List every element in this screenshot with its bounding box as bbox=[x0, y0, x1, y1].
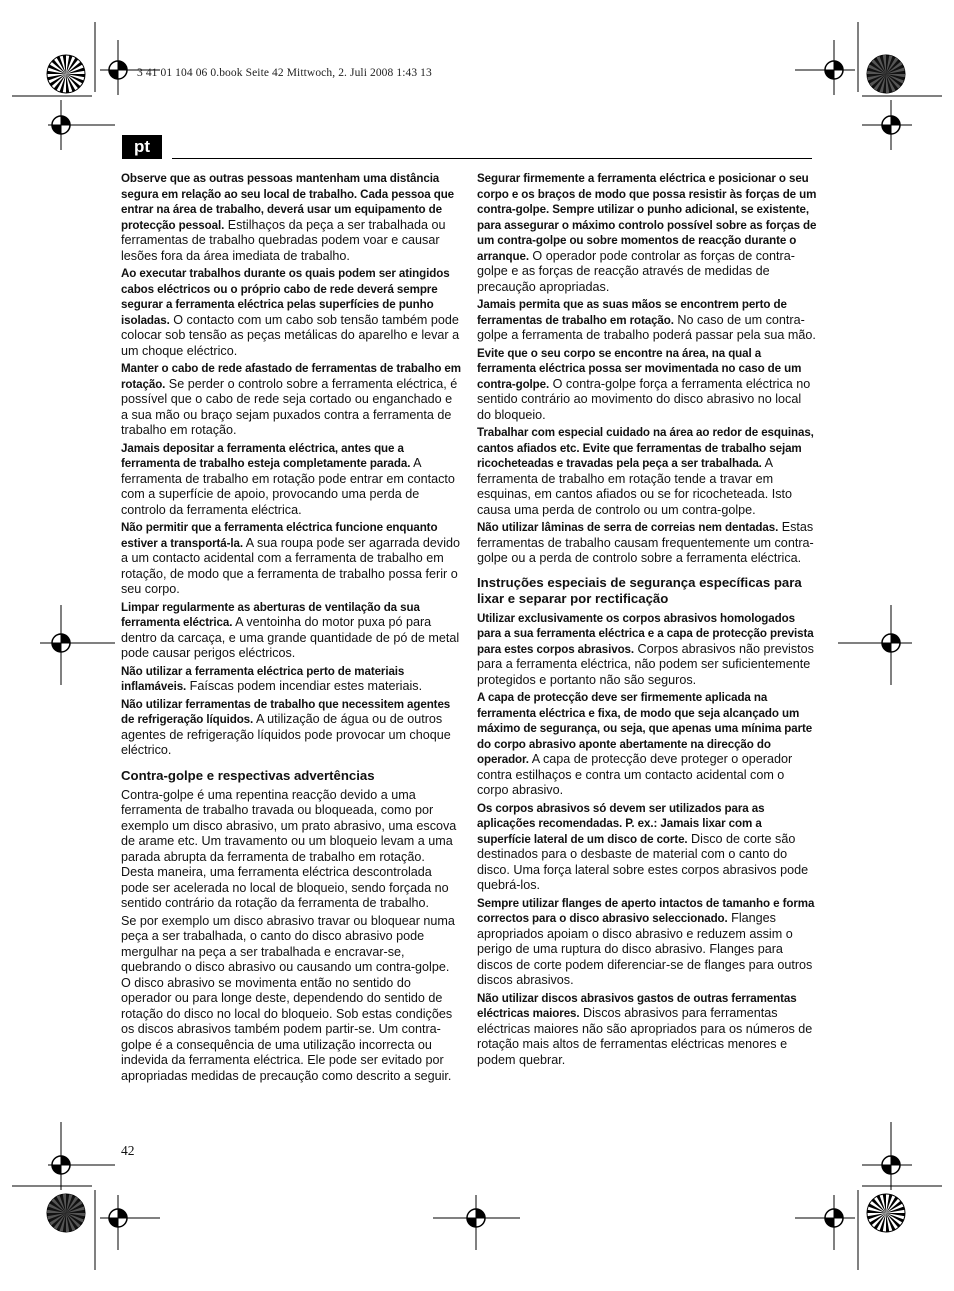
paragraph bbox=[121, 788, 461, 912]
paragraph bbox=[121, 171, 461, 264]
paragraph-text: No caso de um contra-golpe a ferramenta de trabalho poderá passar pela sua mão. bbox=[477, 312, 816, 342]
paragraph-bold-lead: Não utilizar discos abrasivos gastos de outras ferramentas eléctricas maiores. bbox=[477, 991, 797, 1020]
paragraph bbox=[477, 171, 817, 295]
paragraph-text: Estilhaços da peça a ser trabalhada ou ferramentas de trabalho quebradas podem voar e causar lesões fora da área imediata de trabalho. bbox=[121, 217, 446, 263]
grinding-section-title: Instruções especiais de segurança específicas para lixar e separar por rectificação bbox=[477, 574, 802, 606]
kickback-section-body bbox=[121, 788, 461, 1085]
paragraph-bold-lead: Não utilizar a ferramenta eléctrica perto de materiais inflamáveis. bbox=[121, 664, 405, 693]
paragraph bbox=[477, 520, 817, 567]
paragraph bbox=[121, 600, 461, 662]
paragraph-bold-lead: Jamais depositar a ferramenta eléctrica, antes que a ferramenta de trabalho esteja completamente parada. bbox=[121, 441, 411, 470]
paragraph bbox=[477, 297, 817, 344]
paragraph bbox=[477, 425, 817, 518]
left-safety-paragraphs bbox=[121, 171, 461, 759]
paragraph bbox=[477, 346, 817, 424]
paragraph-text: Faíscas podem incendiar estes materiais. bbox=[186, 679, 423, 693]
paragraph-text: Discos abrasivos para ferramentas eléctricas maiores não são apropriados para os números de rotação mais altos de ferramentas eléctricas menores e podem quebrar. bbox=[477, 1006, 813, 1067]
header-rule bbox=[172, 158, 812, 159]
kickback-section-title: Contra-golpe e respectivas advertências bbox=[121, 767, 375, 783]
paragraph-bold-lead: Jamais permita que as suas mãos se encontrem perto de ferramentas de trabalho em rotação. bbox=[477, 298, 787, 327]
paragraph bbox=[121, 441, 461, 519]
paragraph-text: A sua roupa pode ser agarrada devido a um contacto acidental com a ferramenta de trabalho em rotação, de modo que a ferramenta de trabalho possa ferir o seu corpo. bbox=[121, 535, 461, 596]
starburst-target bbox=[867, 1194, 905, 1232]
paragraph bbox=[121, 520, 461, 598]
starburst-target bbox=[47, 55, 85, 93]
paragraph bbox=[121, 361, 461, 439]
paragraph-text: A capa de protecção deve proteger o operador contra estilhaços e contra um contacto acidental com o corpo abrasivo. bbox=[477, 752, 793, 797]
paragraph-bold-lead: Sempre utilizar flanges de aperto intactos de tamanho e forma correctos para o disco abrasivo seleccionado. bbox=[477, 896, 815, 925]
paragraph-text: Se perder o controlo sobre a ferramenta eléctrica, é possível que o cabo de rede seja cortado ou enganchado e a sua mão ou braço sejam puxados contra a ferramenta de trabalho em rotação. bbox=[121, 376, 458, 437]
right-column bbox=[477, 171, 817, 1070]
paragraph bbox=[477, 896, 817, 989]
paragraph bbox=[477, 991, 817, 1069]
paragraph-bold-lead: Os corpos abrasivos só devem ser utilizados para as aplicações recomendadas. P. ex.: Jamais lixar com a superfície lateral de um disco de corte. bbox=[477, 801, 765, 846]
paragraph-bold-lead: Ao executar trabalhos durante os quais podem ser atingidos cabos eléctricos ou o próprio cabo de rede deverá sempre segurar a ferramenta eléctrica pelas superfícies de punho isoladas. bbox=[121, 267, 450, 327]
paragraph-text: Se por exemplo um disco abrasivo travar ou bloquear numa peça a ser trabalhada, o canto do disco abrasivo pode mergulhar na peça a ser trabalhada e encravar-se, quebrando o disco abrasivo ou causando um contra-golpe. O disco abrasivo se movimenta então no sentido do operador ou para longe deste, dependendo do sentido de rotação do disco no local do bloqueio. Sob estas condições os discos abrasivos também podem partir-se. Um contra-golpe é a consequência de uma utilização incorrecta ou indevida da ferramenta eléctrica. Ele pode ser evitado por apropriadas medidas de precaução como descrito a seguir. bbox=[121, 913, 455, 1083]
right-safety-paragraphs bbox=[477, 171, 817, 567]
paragraph-bold-lead: Não utilizar ferramentas de trabalho que necessitem agentes de refrigeração líquidos. bbox=[121, 697, 451, 726]
paragraph-bold-lead: Não permitir que a ferramenta eléctrica funcione enquanto estiver a transportá-la. bbox=[121, 521, 438, 550]
left-column bbox=[121, 171, 461, 1086]
language-tab: pt bbox=[122, 135, 162, 159]
paragraph-text: A ferramenta de trabalho em rotação pode entrar em contacto com a superfície de apoio, provocando uma perda de controlo da ferramenta eléctrica. bbox=[121, 456, 455, 517]
paragraph-text: A ventoinha do motor puxa pó para dentro da carcaça, e uma grande quantidade de pó de metal pode causar perigos eléctricos. bbox=[121, 615, 460, 660]
paragraph-bold-lead: A capa de protecção deve ser firmemente aplicada na ferramenta eléctrica e fixa, de modo que seja alcançado um máximo de segurança, ou seja, que apenas uma mínima parte do corpo abrasivo aponte abertamente na direcção do operador. bbox=[477, 691, 813, 766]
starburst-target bbox=[867, 55, 905, 93]
page-number: 42 bbox=[121, 1143, 135, 1158]
paragraph-bold-lead: Utilizar exclusivamente os corpos abrasivos homologados para a sua ferramenta eléctrica e a capa de protecção prevista para estes corpos abrasivos. bbox=[477, 611, 814, 656]
paragraph bbox=[121, 664, 461, 695]
paragraph bbox=[477, 690, 817, 799]
paragraph-bold-lead: Segurar firmemente a ferramenta eléctrica e posicionar o seu corpo e os braços de modo que possa resistir às forças de um contra-golpe. Sempre utilizar o punho adicional, se existente, para assegurar o máximo controlo possível sobre as forças de um contra-golpe ou sobre momentos de reacção durante o arranque. bbox=[477, 172, 817, 263]
paragraph bbox=[121, 697, 461, 759]
paragraph bbox=[477, 611, 817, 689]
grinding-section-body bbox=[477, 611, 817, 1069]
paragraph-text: Flanges apropriados apoiam o disco abrasivo e reduzem assim o perigo de uma ruptura do disco abrasivo. Flanges para discos de corte podem diferenciar-se de flanges para outros discos abrasivos. bbox=[477, 911, 813, 987]
paragraph-text: Contra-golpe é uma repentina reacção devido a uma ferramenta de trabalho travada ou bloqueada, como por exemplo um disco abrasivo, um prato abrasivo, uma escova de arame etc. Um travamento ou um bloqueio levam a uma parada abrupta da ferramenta de trabalho em rotação. Desta maneira, uma ferramenta eléctrica descontrolada pode ser acelerada no local de bloqueio, sendo forçada no sentido contrário da rotação da ferramenta de trabalho. bbox=[121, 787, 457, 910]
paragraph-bold-lead: Trabalhar com especial cuidado na área ao redor de esquinas, cantos afiados etc. Evite que ferramentas de trabalho sejam ricocheteadas e travadas pela peça a ser trabalhada. bbox=[477, 426, 814, 470]
paragraph-text: Corpos abrasivos não previstos para a ferramenta eléctrica, não podem ser suficientemente protegidos e portanto não são seguros. bbox=[477, 641, 814, 687]
paragraph-text: O operador pode controlar as forças de contra-golpe e as forças de reacção através de medidas de precaução apropriadas. bbox=[477, 248, 795, 294]
file-info-line: 3 41 01 104 06 0.book Seite 42 Mittwoch, 2. Juli 2008 1:43 13 bbox=[137, 67, 432, 79]
paragraph bbox=[477, 801, 817, 894]
starburst-target bbox=[47, 1194, 85, 1232]
paragraph bbox=[121, 266, 461, 359]
paragraph-text: O contacto com um cabo sob tensão também pode colocar sob tensão as peças metálicas do aparelho e levar a um choque eléctrico. bbox=[121, 312, 460, 358]
paragraph-bold-lead: Não utilizar lâminas de serra de correias nem dentadas. bbox=[477, 521, 779, 534]
paragraph-bold-lead: Manter o cabo de rede afastado de ferramentas de trabalho em rotação. bbox=[121, 362, 461, 391]
paragraph-bold-lead: Evite que o seu corpo se encontre na área, na qual a ferramenta eléctrica possa ser movimentada no caso de um contra-golpe. bbox=[477, 346, 802, 391]
paragraph-bold-lead: Observe que as outras pessoas mantenham uma distância segura em relação ao seu local de trabalho. Cada pessoa que entrar na área de trabalho, deverá usar um equipamento de protecção pessoal. bbox=[121, 172, 455, 232]
paragraph-text: Disco de corte são destinados para o desbaste de material com o canto do disco. Uma força lateral sobre estes corpos abrasivos pode quebrá-los. bbox=[477, 831, 809, 892]
paragraph-text: A ferramenta de trabalho em rotação tende a travar em esquinas, em cantos afiados ou se for ricocheteada. Isto causa uma perda de controlo ou um contra-golpe. bbox=[477, 456, 793, 517]
paragraph-text: Estas ferramentas de trabalho causam frequentemente um contra-golpe ou a perda de controlo sobre a ferramenta eléctrica. bbox=[477, 520, 814, 565]
paragraph bbox=[121, 914, 461, 1085]
paragraph-text: A utilização de água ou de outros agentes de refrigeração líquidos pode provocar um choque eléctrico. bbox=[121, 712, 451, 757]
paragraph-bold-lead: Limpar regularmente as aberturas de ventilação da sua ferramenta eléctrica. bbox=[121, 600, 420, 629]
paragraph-text: O contra-golpe força a ferramenta eléctrica no sentido contrário ao movimento do disco abrasivo no local do bloqueio. bbox=[477, 376, 811, 422]
